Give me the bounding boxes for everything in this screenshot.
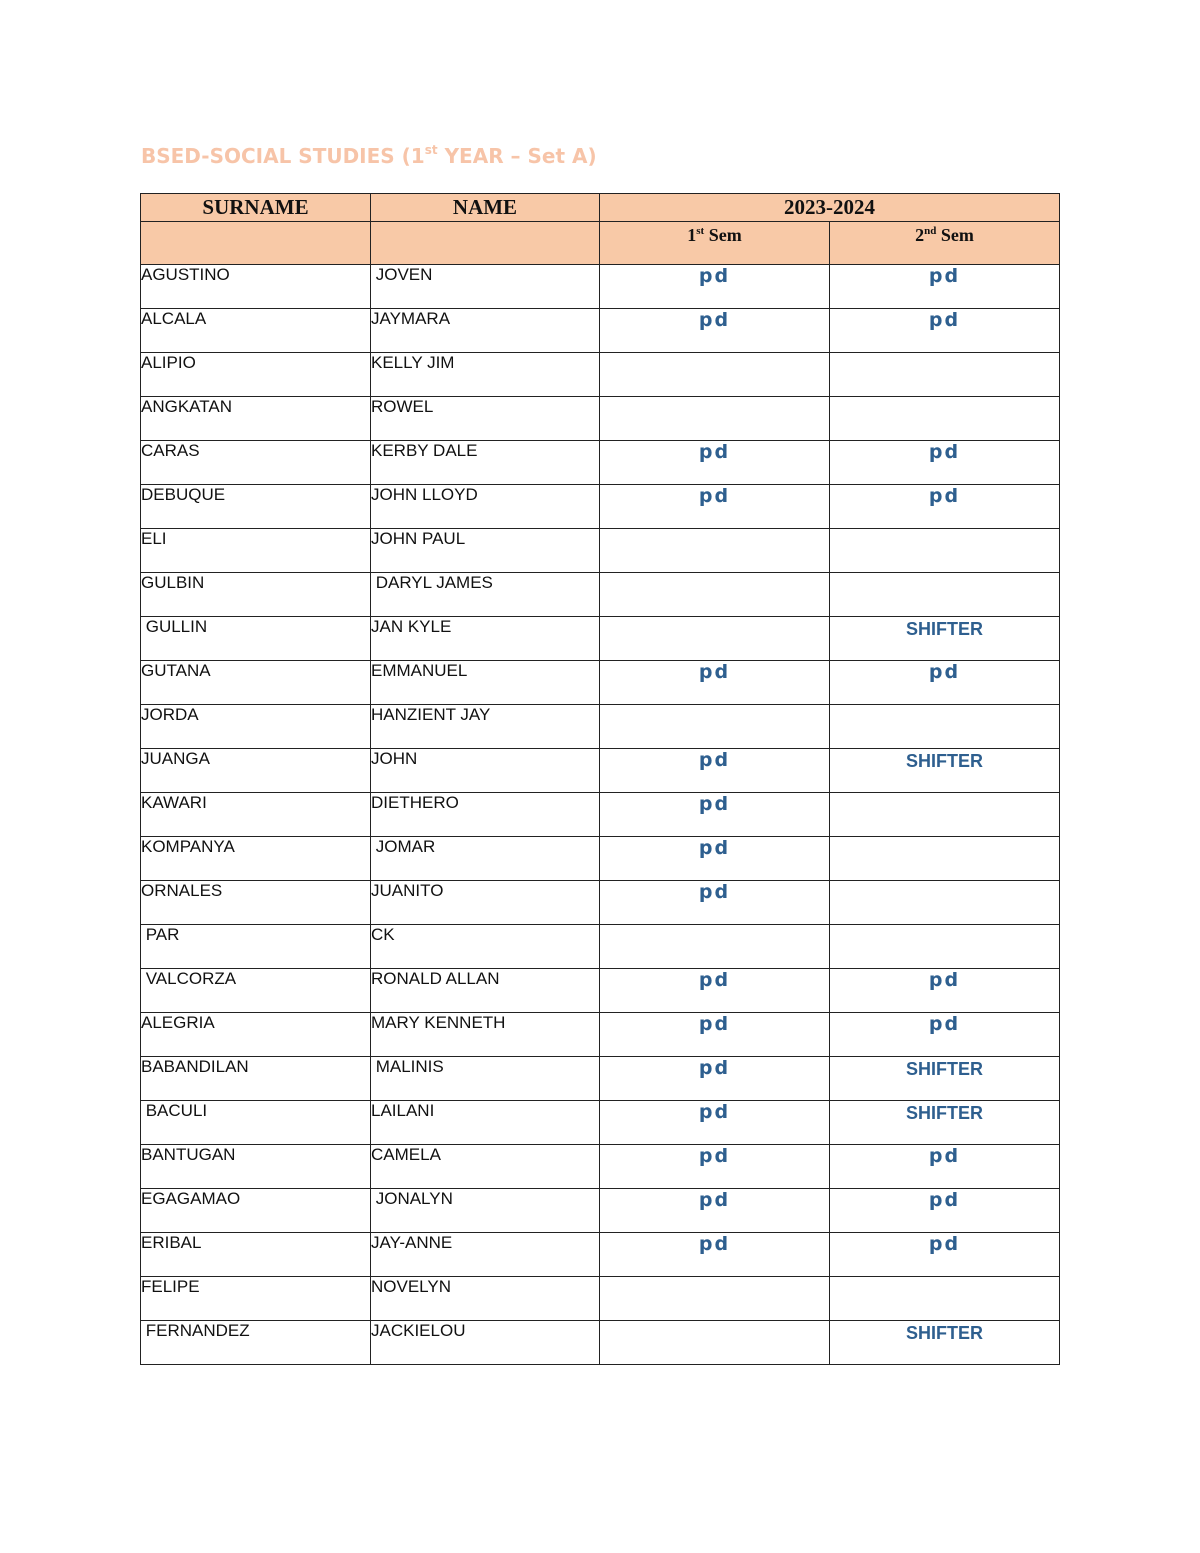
name-cell: JACKIELOU [371, 1321, 600, 1365]
sem2-status-cell [830, 1145, 1060, 1189]
sem2-status-cell [830, 265, 1060, 309]
sem1-status-cell [600, 265, 830, 309]
header-sem2 [830, 222, 1060, 265]
sem2-status-cell [830, 881, 1060, 925]
sem1-status: pd [698, 661, 731, 683]
sem2-status: pd [928, 441, 961, 463]
table-row [141, 1189, 1060, 1233]
sem2-status-cell [830, 1057, 1060, 1101]
name-cell: JOHN LLOYD [371, 485, 600, 529]
name-cell: JONALYN [371, 1189, 600, 1233]
sem1-status-cell [600, 661, 830, 705]
sem2-status-cell [830, 969, 1060, 1013]
name-cell: JOHN [371, 749, 600, 793]
surname-cell: JUANGA [141, 749, 371, 793]
sem1-status: pd [698, 1145, 731, 1167]
header-row-main [141, 194, 1060, 222]
name-cell: KELLY JIM [371, 353, 600, 397]
table-row [141, 661, 1060, 705]
sem2-status-cell [830, 573, 1060, 617]
title-superscript: st [424, 143, 438, 157]
sem2-status-cell [830, 353, 1060, 397]
surname-cell: FERNANDEZ [141, 1321, 371, 1365]
table-row [141, 353, 1060, 397]
table-row [141, 1277, 1060, 1321]
header-sem1 [600, 222, 830, 265]
sem1-status: pd [698, 793, 731, 815]
sem2-status-cell [830, 1277, 1060, 1321]
name-cell: RONALD ALLAN [371, 969, 600, 1013]
sem2-status-cell [830, 749, 1060, 793]
sem1-status-cell [600, 793, 830, 837]
header-row-semesters [141, 222, 1060, 265]
sem1-status: pd [698, 265, 731, 287]
sem1-status-cell [600, 485, 830, 529]
title-prefix: BSED-SOCIAL STUDIES (1 [141, 144, 425, 168]
sem1-status-cell [600, 969, 830, 1013]
surname-cell: ANGKATAN [141, 397, 371, 441]
surname-cell: PAR [141, 925, 371, 969]
sem2-status-cell [830, 793, 1060, 837]
table-row [141, 793, 1060, 837]
sem2-status: SHIFTER [905, 751, 983, 771]
sem2-status-cell [830, 617, 1060, 661]
name-cell: DIETHERO [371, 793, 600, 837]
sem1-status: pd [698, 749, 731, 771]
table-row [141, 617, 1060, 661]
sem1-status-cell [600, 925, 830, 969]
table-row [141, 1101, 1060, 1145]
sem2-status: pd [928, 661, 961, 683]
surname-cell: KAWARI [141, 793, 371, 837]
sem2-status: pd [928, 1145, 961, 1167]
sem1-status-cell [600, 397, 830, 441]
sem2-status: SHIFTER [905, 1059, 983, 1079]
surname-cell: JORDA [141, 705, 371, 749]
sem1-status-cell [600, 1233, 830, 1277]
sem1-status-cell [600, 1101, 830, 1145]
sem2-status-cell [830, 309, 1060, 353]
table-row [141, 529, 1060, 573]
surname-cell: EGAGAMAO [141, 1189, 371, 1233]
name-cell: KERBY DALE [371, 441, 600, 485]
surname-cell: CARAS [141, 441, 371, 485]
name-cell: JAN KYLE [371, 617, 600, 661]
sem2-status-cell [830, 705, 1060, 749]
sem1-label: Sem [704, 225, 742, 245]
header-surname: SURNAME [141, 194, 371, 222]
table-row [141, 1145, 1060, 1189]
name-cell: JUANITO [371, 881, 600, 925]
sem1-status-cell [600, 441, 830, 485]
sem2-status-cell [830, 837, 1060, 881]
sem2-status-cell [830, 397, 1060, 441]
surname-cell: ORNALES [141, 881, 371, 925]
name-cell: CK [371, 925, 600, 969]
sem2-label: Sem [936, 225, 974, 245]
surname-cell: DEBUQUE [141, 485, 371, 529]
sem2-status-cell [830, 1101, 1060, 1145]
table-row [141, 309, 1060, 353]
surname-cell: GUTANA [141, 661, 371, 705]
name-cell: HANZIENT JAY [371, 705, 600, 749]
header-surname-blank [141, 222, 371, 265]
surname-cell: KOMPANYA [141, 837, 371, 881]
sem2-status: pd [928, 1189, 961, 1211]
sem1-status: pd [698, 1057, 731, 1079]
table-row [141, 881, 1060, 925]
sem1-status: pd [698, 441, 731, 463]
table-row [141, 573, 1060, 617]
sem1-status: pd [698, 837, 731, 859]
roster-body [141, 265, 1060, 1365]
surname-cell: AGUSTINO [141, 265, 371, 309]
sem1-status: pd [698, 969, 731, 991]
sem1-status-cell [600, 1013, 830, 1057]
sem2-status: pd [928, 1233, 961, 1255]
sem1-status-cell [600, 705, 830, 749]
name-cell: CAMELA [371, 1145, 600, 1189]
sem1-status: pd [698, 485, 731, 507]
name-cell: JAYMARA [371, 309, 600, 353]
sem2-status-cell [830, 441, 1060, 485]
name-cell: ROWEL [371, 397, 600, 441]
surname-cell: BACULI [141, 1101, 371, 1145]
name-cell: DARYL JAMES [371, 573, 600, 617]
sem2-superscript: nd [924, 225, 937, 237]
name-cell: LAILANI [371, 1101, 600, 1145]
table-row [141, 265, 1060, 309]
surname-cell: ERIBAL [141, 1233, 371, 1277]
sem1-status-cell [600, 1321, 830, 1365]
name-cell: JOMAR [371, 837, 600, 881]
surname-cell: ELI [141, 529, 371, 573]
sem1-status-cell [600, 749, 830, 793]
table-row [141, 485, 1060, 529]
sem2-status: pd [928, 309, 961, 331]
sem2-status-cell [830, 661, 1060, 705]
name-cell: JOVEN [371, 265, 600, 309]
surname-cell: FELIPE [141, 1277, 371, 1321]
sem2-status-cell [830, 1189, 1060, 1233]
sem1-status-cell [600, 1277, 830, 1321]
sem1-superscript: st [696, 225, 705, 237]
table-row [141, 397, 1060, 441]
sem2-status-cell [830, 1013, 1060, 1057]
sem2-status: SHIFTER [905, 1103, 983, 1123]
sem1-status-cell [600, 1189, 830, 1233]
sem1-status: pd [698, 1233, 731, 1255]
sem2-status: pd [928, 485, 961, 507]
table-row [141, 969, 1060, 1013]
sem2-status-cell [830, 485, 1060, 529]
student-roster-table [140, 193, 1060, 1365]
sem1-status-cell [600, 881, 830, 925]
table-row [141, 441, 1060, 485]
name-cell: MARY KENNETH [371, 1013, 600, 1057]
sem2-number: 2 [915, 225, 925, 245]
header-name-blank [371, 222, 600, 265]
header-school-year: 2023-2024 [600, 194, 1060, 222]
sem1-status-cell [600, 353, 830, 397]
sem2-status-cell [830, 529, 1060, 573]
sem2-status-cell [830, 925, 1060, 969]
surname-cell: GULBIN [141, 573, 371, 617]
sem2-status: SHIFTER [905, 619, 983, 639]
table-row [141, 837, 1060, 881]
sem2-status: pd [928, 969, 961, 991]
sem1-status: pd [698, 1189, 731, 1211]
table-row [141, 1057, 1060, 1101]
header-name: NAME [371, 194, 600, 222]
name-cell: JOHN PAUL [371, 529, 600, 573]
sem1-status-cell [600, 309, 830, 353]
sem1-status: pd [698, 1013, 731, 1035]
surname-cell: GULLIN [141, 617, 371, 661]
name-cell: NOVELYN [371, 1277, 600, 1321]
sem1-status-cell [600, 573, 830, 617]
table-row [141, 705, 1060, 749]
title-suffix: YEAR – Set A) [437, 144, 597, 168]
sem1-status: pd [698, 309, 731, 331]
sem2-status-cell [830, 1321, 1060, 1365]
sem1-status-cell [600, 617, 830, 661]
sem2-status: pd [928, 265, 961, 287]
sem1-number: 1 [687, 225, 697, 245]
surname-cell: BANTUGAN [141, 1145, 371, 1189]
sem1-status: pd [698, 881, 731, 903]
name-cell: MALINIS [371, 1057, 600, 1101]
sem2-status-cell [830, 1233, 1060, 1277]
sem1-status-cell [600, 1145, 830, 1189]
sem1-status: pd [698, 1101, 731, 1123]
surname-cell: ALCALA [141, 309, 371, 353]
name-cell: JAY-ANNE [371, 1233, 600, 1277]
sem2-status: pd [928, 1013, 961, 1035]
sem1-status-cell [600, 1057, 830, 1101]
table-row [141, 1321, 1060, 1365]
sem1-status-cell [600, 529, 830, 573]
surname-cell: ALEGRIA [141, 1013, 371, 1057]
surname-cell: BABANDILAN [141, 1057, 371, 1101]
table-row [141, 1013, 1060, 1057]
name-cell: EMMANUEL [371, 661, 600, 705]
surname-cell: ALIPIO [141, 353, 371, 397]
table-row [141, 925, 1060, 969]
table-row [141, 749, 1060, 793]
document-title [141, 144, 597, 168]
sem1-status-cell [600, 837, 830, 881]
sem2-status: SHIFTER [905, 1323, 983, 1343]
table-row [141, 1233, 1060, 1277]
surname-cell: VALCORZA [141, 969, 371, 1013]
